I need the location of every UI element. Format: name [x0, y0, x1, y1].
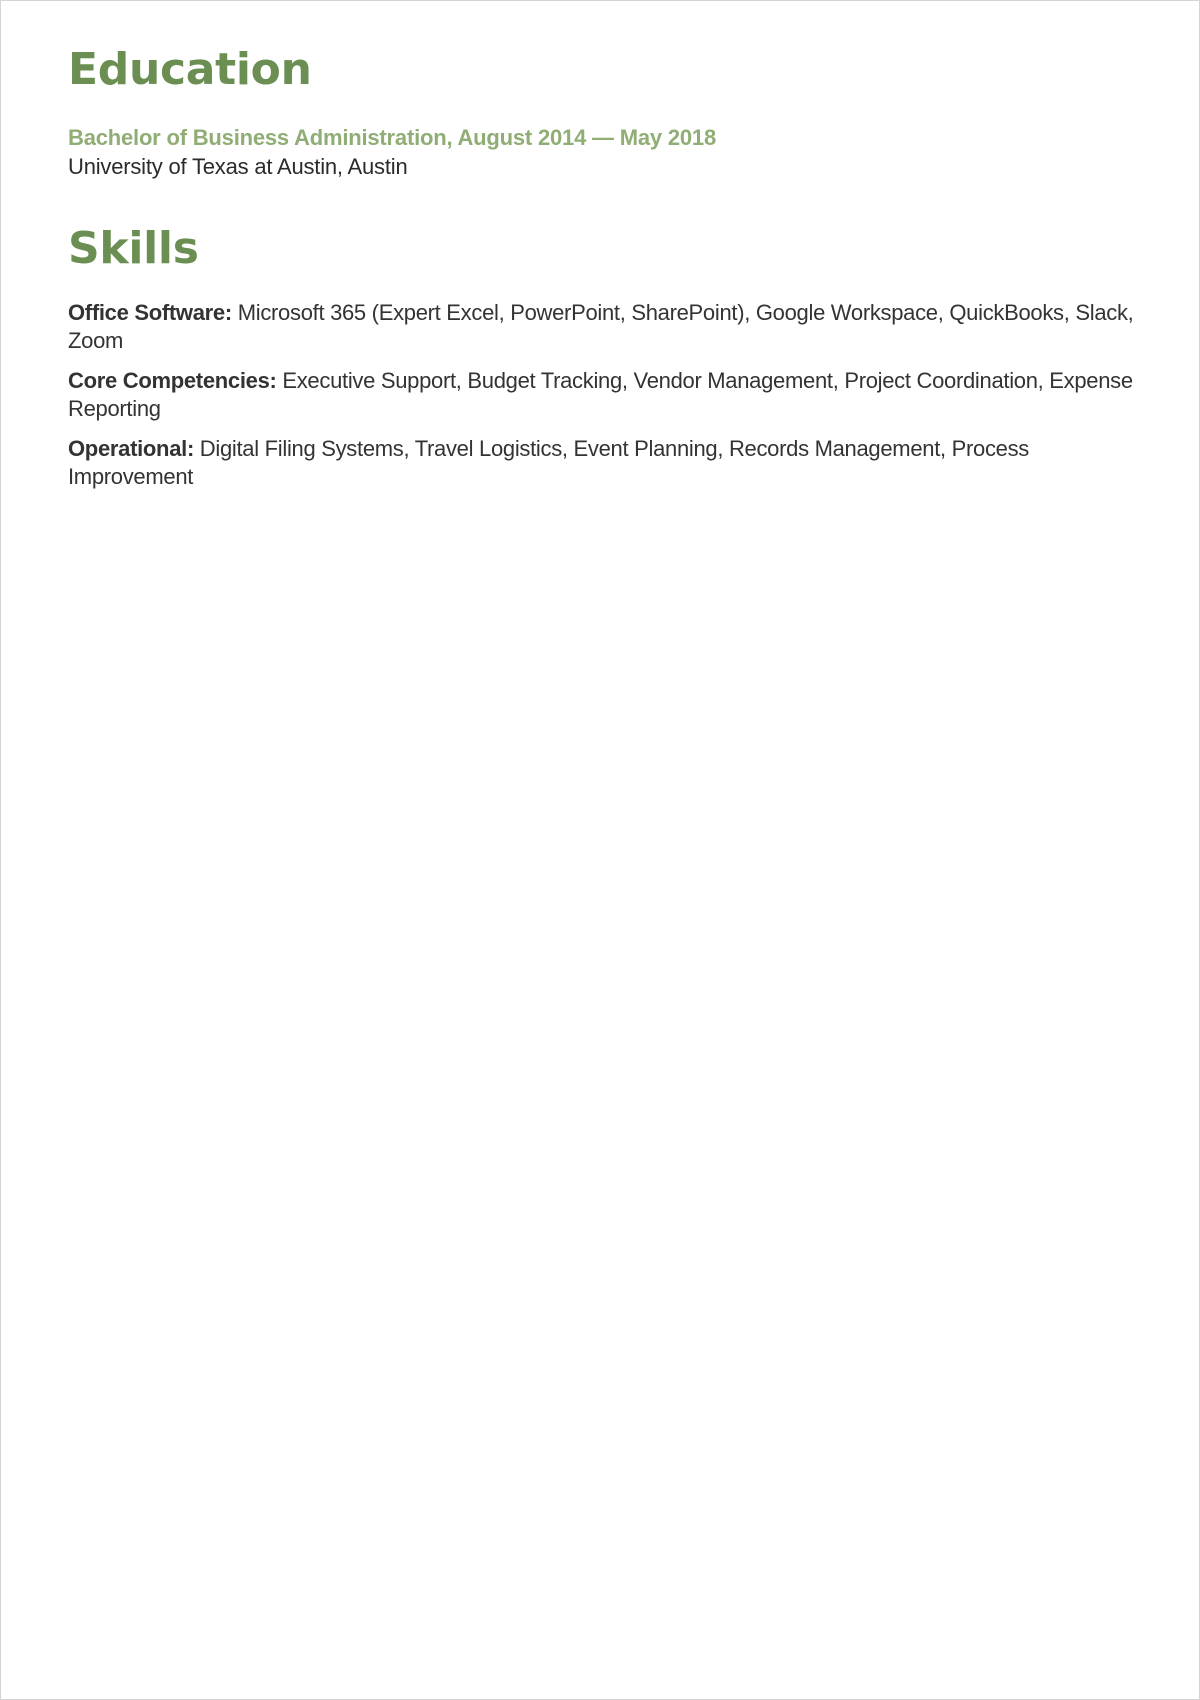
skill-row-operational: [68, 435, 1148, 491]
education-degree: Bachelor of Business Administration, August 2014 — May 2018: [68, 125, 716, 150]
skill-label: Office Software:: [68, 300, 232, 325]
education-heading: Education: [68, 44, 312, 95]
skills-heading: Skills: [68, 223, 199, 274]
education-section: [68, 39, 1148, 181]
skill-row-office-software: [68, 299, 1148, 355]
resume-content: [68, 39, 1148, 503]
skill-value: Digital Filing Systems, Travel Logistics, Event Planning, Records Management, Process Improvement: [68, 436, 1029, 489]
skill-label: Operational:: [68, 436, 194, 461]
skill-value: Microsoft 365 (Expert Excel, PowerPoint, SharePoint), Google Workspace, QuickBooks, Slack, Zoom: [68, 300, 1134, 353]
skill-row-core-competencies: [68, 367, 1148, 423]
skills-list: [68, 299, 1148, 491]
education-school: University of Texas at Austin, Austin: [68, 154, 408, 179]
skill-value: Executive Support, Budget Tracking, Vendor Management, Project Coordination, Expense Reporting: [68, 368, 1133, 421]
skills-section: [68, 218, 1148, 491]
education-entry: [68, 123, 1148, 181]
skill-label: Core Competencies:: [68, 368, 277, 393]
